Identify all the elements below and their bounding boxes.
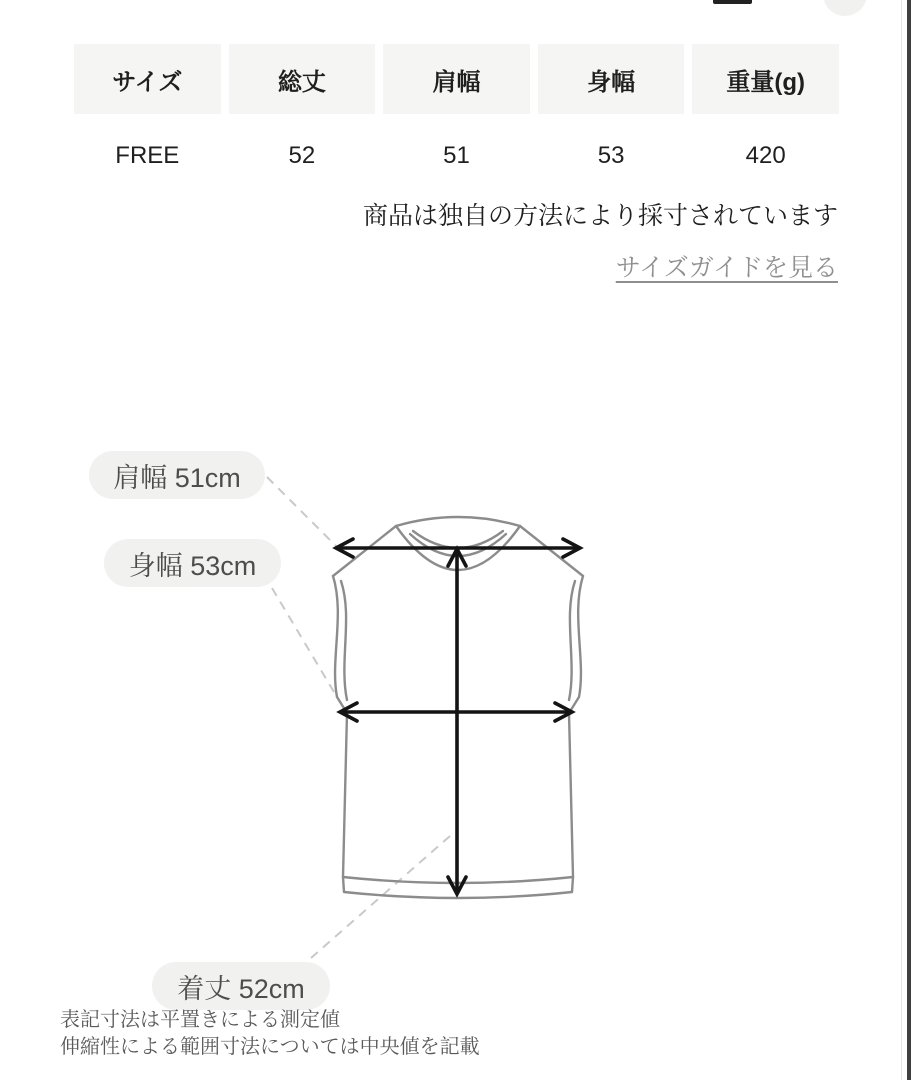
col-header-total-length: 総丈 (229, 44, 376, 114)
cell-size-value: FREE (115, 142, 180, 169)
measurement-method-note: 商品は独自の方法により採寸されています (362, 202, 838, 230)
footnote-line-2: 伸縮性による範囲寸法については中央値を記載 (60, 1036, 480, 1058)
cell-body-width: 53 (597, 142, 625, 169)
length-arrow (448, 549, 466, 894)
col-header-body-width: 身幅 (538, 44, 685, 114)
size-guide-link[interactable]: サイズガイドを見る (615, 254, 838, 282)
length-label: 着丈 52cm (152, 962, 330, 1010)
body-width-label: 身幅 53cm (104, 539, 281, 587)
col-header-size: サイズ (74, 44, 221, 114)
cell-shoulder-width: 51 (443, 142, 470, 169)
cell-total-length: 52 (288, 142, 316, 169)
measurement-footnotes (60, 1007, 480, 1061)
dash-line-shoulder (267, 477, 337, 547)
footnote-line-1: 表記寸法は平置きによる測定値 (60, 1009, 340, 1031)
col-header-weight: 重量(g) (692, 44, 839, 114)
col-header-shoulder-width: 肩幅 (383, 44, 530, 114)
shoulder-width-label: 肩幅 51cm (89, 451, 265, 499)
dash-line-body (272, 588, 334, 692)
cell-weight: 420 (745, 142, 786, 169)
